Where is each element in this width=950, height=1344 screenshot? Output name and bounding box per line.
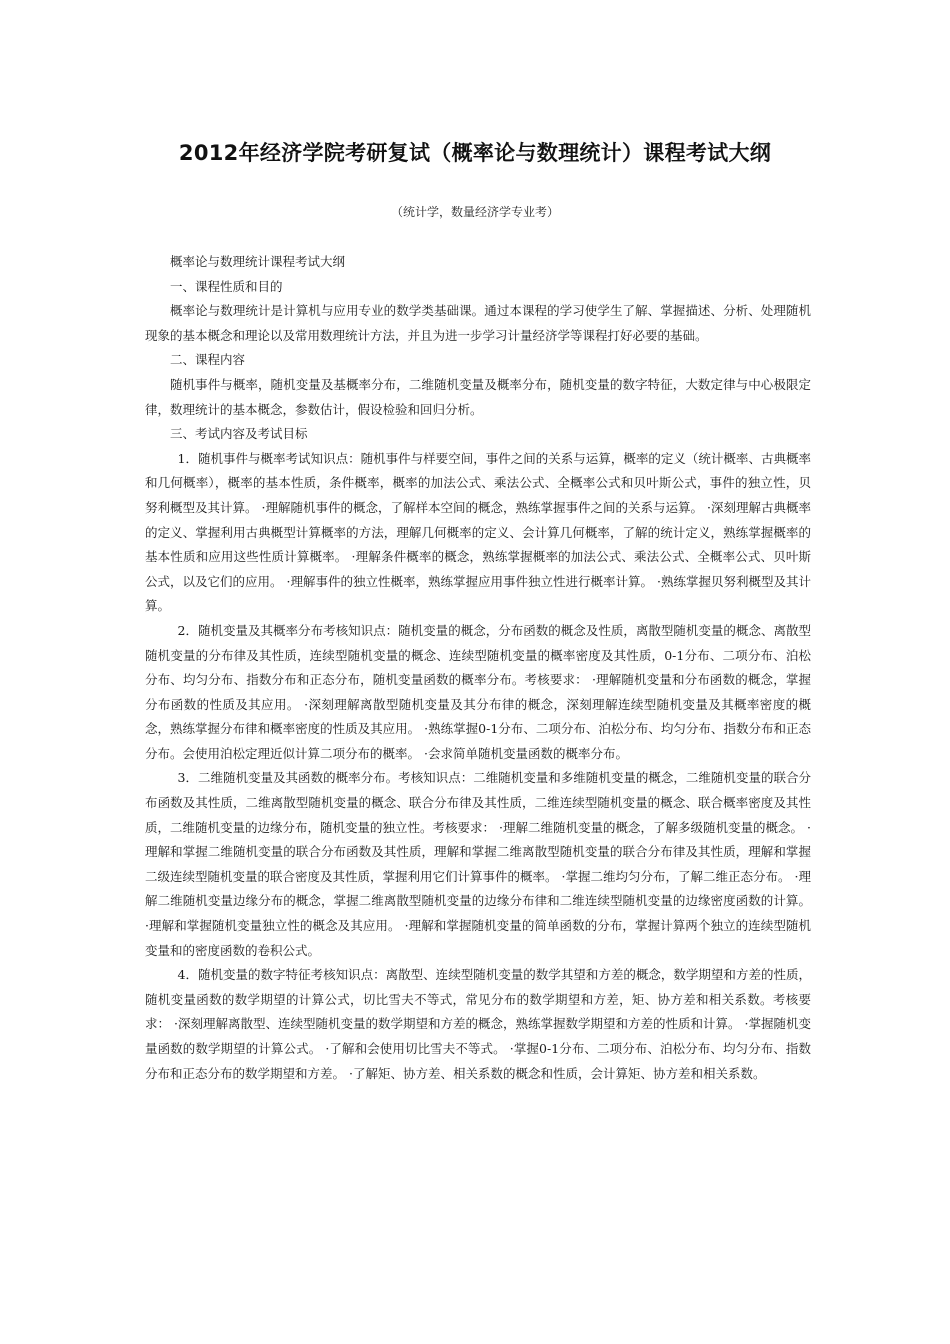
section-heading: 一、课程性质和目的 (170, 278, 283, 294)
body-paragraph: 概率论与数理统计是计算机与应用专业的数学类基础课。通过本课程的学习使学生了解、掌握描述、分析、处理随机现象的基本概念和理论以及常用数理统计方法，并且为进一步学习计量经济学等课程打好必要的基础。 (145, 303, 811, 343)
body-paragraph: 随机事件与概率，随机变量及基概率分布，二维随机变量及概率分布，随机变量的数字特征，大数定律与中心极限定律，数理统计的基本概念，参数估计，假设检验和回归分析。 (145, 376, 811, 417)
document-subtitle: （统计学，数量经济学专业考） (390, 205, 559, 219)
numbered-item: 1．随机事件与概率考试知识点：随机事件与样要空间，事件之间的关系与运算，概率的定义（统计概率、古典概率和几何概率），概率的基本性质，条件概率，概率的加法公式、乘法公式、全概率公式和贝叶斯公式，事件的独立性，贝努利概型及其计算。 ·理解随机事件的概念，了解样本空间的概念，熟练掌握事件之间的关系与运算。 ·深刻理解古典概率的定义、掌握利用古典概型计算概率的方法，理解几何概率的定义、会计算几何概率，了解的统计定义，熟练掌握概率的基本性质和应用这些性质计算概率。 ·理解条件概率的概念，熟练掌握概率的加法公式、乘法公式、全概率公式、贝叶斯公式，以及它们的应用。 ·理解事件的独立性概率，熟练掌握应用事件独立性进行概率计算。 ·熟练掌握贝努利概型及其计算。 (145, 450, 811, 614)
numbered-item: 4．随机变量的数字特征考核知识点：离散型、连续型随机变量的数学其望和方差的概念，数学期望和方差的性质，随机变量函数的数学期望的计算公式，切比雪夫不等式，常见分布的数学期望和方差，矩、协方差和相关系数。考核要求： ·深刻理解离散型、连续型随机变量的数学期望和方差的概念，熟练掌握数学期望和方差的性质和计算。 ·掌握随机变量函数的数学期望的计算公式。 ·了解和会使用切比雪夫不等式。 ·掌握0-1分布、二项分布、泊松分布、均匀分布、指数分布和正态分布的数学期望和方差。 ·了解矩、协方差、相关系数的概念和性质，会计算矩、协方差和相关系数。 (145, 967, 811, 1081)
numbered-item: 2．随机变量及其概率分布考核知识点：随机变量的概念，分布函数的概念及性质，离散型随机变量的概念、离散型随机变量的分布律及其性质，连续型随机变量的概念、连续型随机变量的概率密度及其性质，0-1分布、二项分布、泊松分布、均匀分布、指数分布和正态分布，随机变量函数的概率分布。考核要求： ·理解随机变量和分布函数的概念，掌握分布函数的性质及其应用。 ·深刻理解离散型随机变量及其分布律的概念，深刻理解连续型随机变量及其概率密度的概念，熟练掌握分布律和概率密度的性质及其应用。 ·熟练掌握0-1分布、二项分布、泊松分布、均匀分布、指数分布和正态分布。会使用泊松定理近似计算二项分布的概率。 ·会求简单随机变量函数的概率分布。 (145, 622, 811, 761)
numbered-item: 3．二维随机变量及其函数的概率分布。考核知识点：二维随机变量和多维随机变量的概念，二维随机变量的联合分布函数及其性质，二维离散型随机变量的概念、联合分布律及其性质，二维连续型随机变量的概念、联合概率密度及其性质，二维随机变量的边缘分布，随机变量的独立性。考核要求： ·理解二维随机变量的概念，了解多级随机变量的概念。 ·理解和掌握二维随机变量的联合分布函数及其性质，理解和掌握二维离散型随机变量的联合分布律及其性质，理解和掌握二级连续型随机变量的联合密度及其性质，掌握利用它们计算事件的概率。 ·掌握二维均匀分布，了解二维正态分布。 ·理解二维随机变量边缘分布的概念，掌握二维离散型随机变量的边缘分布律和二维连续型随机变量的边缘密度函数的计算。 ·理解和掌握随机变量独立性的概念及其应用。 ·理解和掌握随机变量的简单函数的分布，掌握计算两个独立的连续型随机变量和的密度函数的卷积公式。 (145, 770, 811, 958)
document-body (145, 250, 811, 1086)
section-heading: 概率论与数理统计课程考试大纲 (170, 254, 346, 269)
document-title: 2012年经济学院考研复试（概率论与数理统计）课程考试大纲 (178, 141, 772, 165)
section-heading: 三、考试内容及考试目标 (170, 426, 308, 442)
section-heading: 二、课程内容 (170, 352, 246, 368)
